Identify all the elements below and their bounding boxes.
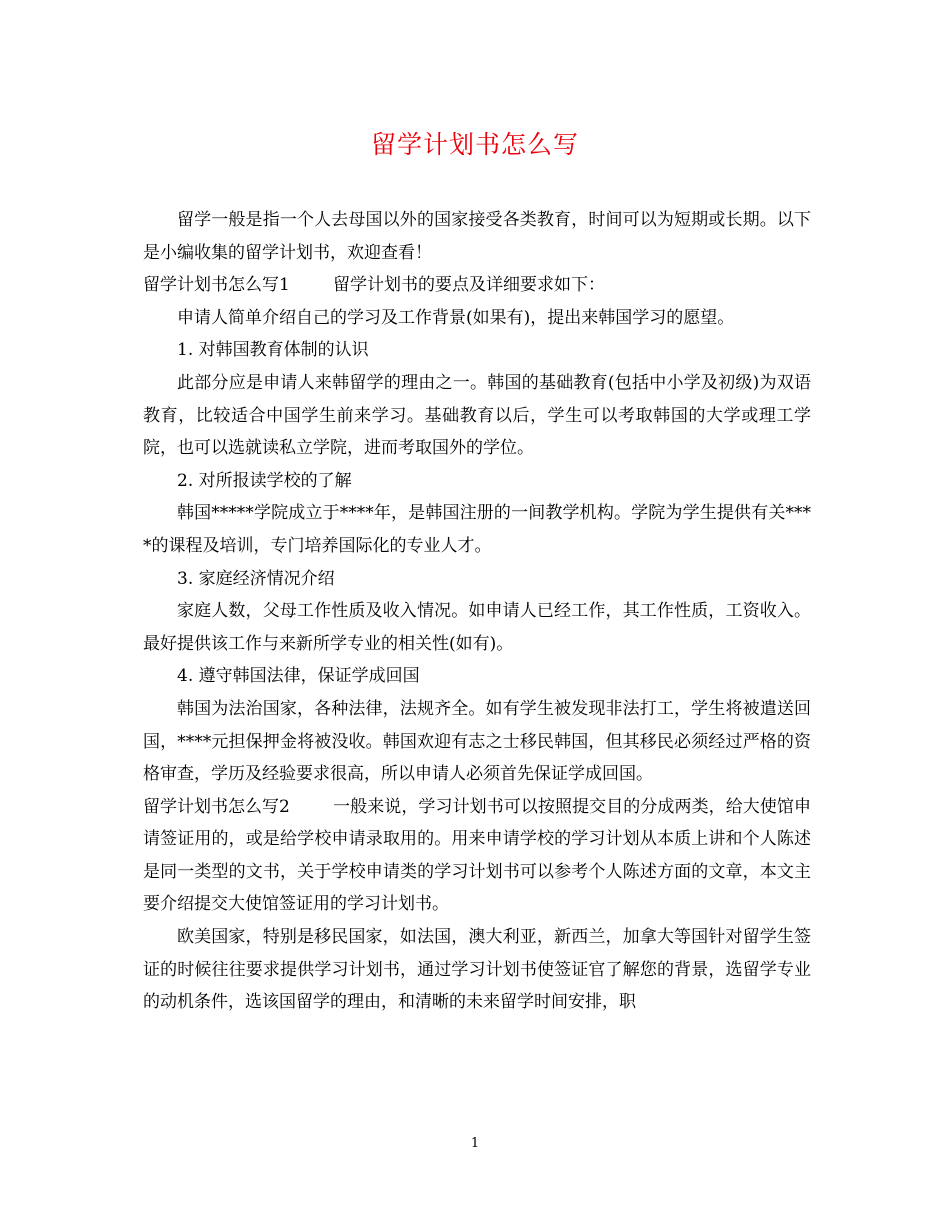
item4-text: 韩国为法治国家，各种法律，法规齐全。如有学生被发现非法打工，学生将被遣送回国，****元担保押金将被没收。韩国欢迎有志之士移民韩国，但其移民必须经过严格的资格审查，学历及经验要求很高，所以申请人必须首先保证学成回国。 [143, 698, 811, 785]
section1-paragraph: 申请人简单介绍自己的学习及工作背景(如果有)，提出来韩国学习的愿望。 [177, 307, 735, 328]
document-body [143, 204, 811, 1019]
section2-heading: 留学计划书怎么写2 [143, 796, 290, 817]
section1-heading-line [143, 269, 811, 302]
item2-title: 2. 对所报读学校的了解 [177, 470, 352, 491]
intro-paragraph: 留学一般是指一个人去母国以外的国家接受各类教育，时间可以为短期或长期。以下是小编收集的留学计划书，欢迎查看！ [143, 210, 811, 263]
section1-heading: 留学计划书怎么写1 [143, 275, 290, 296]
section2-heading-line [143, 791, 811, 921]
document-title: 留学计划书怎么写 [370, 130, 579, 159]
item1-title: 1. 对韩国教育体制的认识 [177, 340, 369, 361]
item2-text: 韩国*****学院成立于****年，是韩国注册的一间教学机构。学院为学生提供有关****的课程及培训，专门培养国际化的专业人才。 [143, 503, 811, 556]
item4-title: 4. 遵守韩国法律，保证学成回国 [177, 666, 420, 687]
item3-title: 3. 家庭经济情况介绍 [177, 568, 335, 589]
item1-text: 此部分应是申请人来韩留学的理由之一。韩国的基础教育(包括中小学及初级)为双语教育，比较适合中国学生前来学习。基础教育以后，学生可以考取韩国的大学或理工学院，也可以选就读私立学院，进而考取国外的学位。 [143, 372, 811, 459]
item3-text: 家庭人数，父母工作性质及收入情况。如申请人已经工作，其工作性质，工资收入。最好提供该工作与来新所学专业的相关性(如有)。 [143, 601, 811, 654]
section1-lead: 留学计划书的要点及详细要求如下： [333, 275, 605, 296]
section2-paragraph: 欧美国家，特别是移民国家，如法国，澳大利亚，新西兰，加拿大等国针对留学生签证的时候往往要求提供学习计划书，通过学习计划书使签证官了解您的背景，选留学专业的动机条件，选该国留学的理由，和清晰的未来留学时间安排，职 [143, 927, 811, 1013]
page-number: 1 [470, 1136, 480, 1151]
section2-lead: 一般来说，学习计划书可以按照提交目的分成两类，给大使馆申请签证用的，或是给学校申请录取用的。用来申请学校的学习计划从本质上讲和个人陈述是同一类型的文书，关于学校申请类的学习计划书可以参考个人陈述方面的文章，本文主要介绍提交大使馆签证用的学习计划书。 [143, 796, 811, 915]
